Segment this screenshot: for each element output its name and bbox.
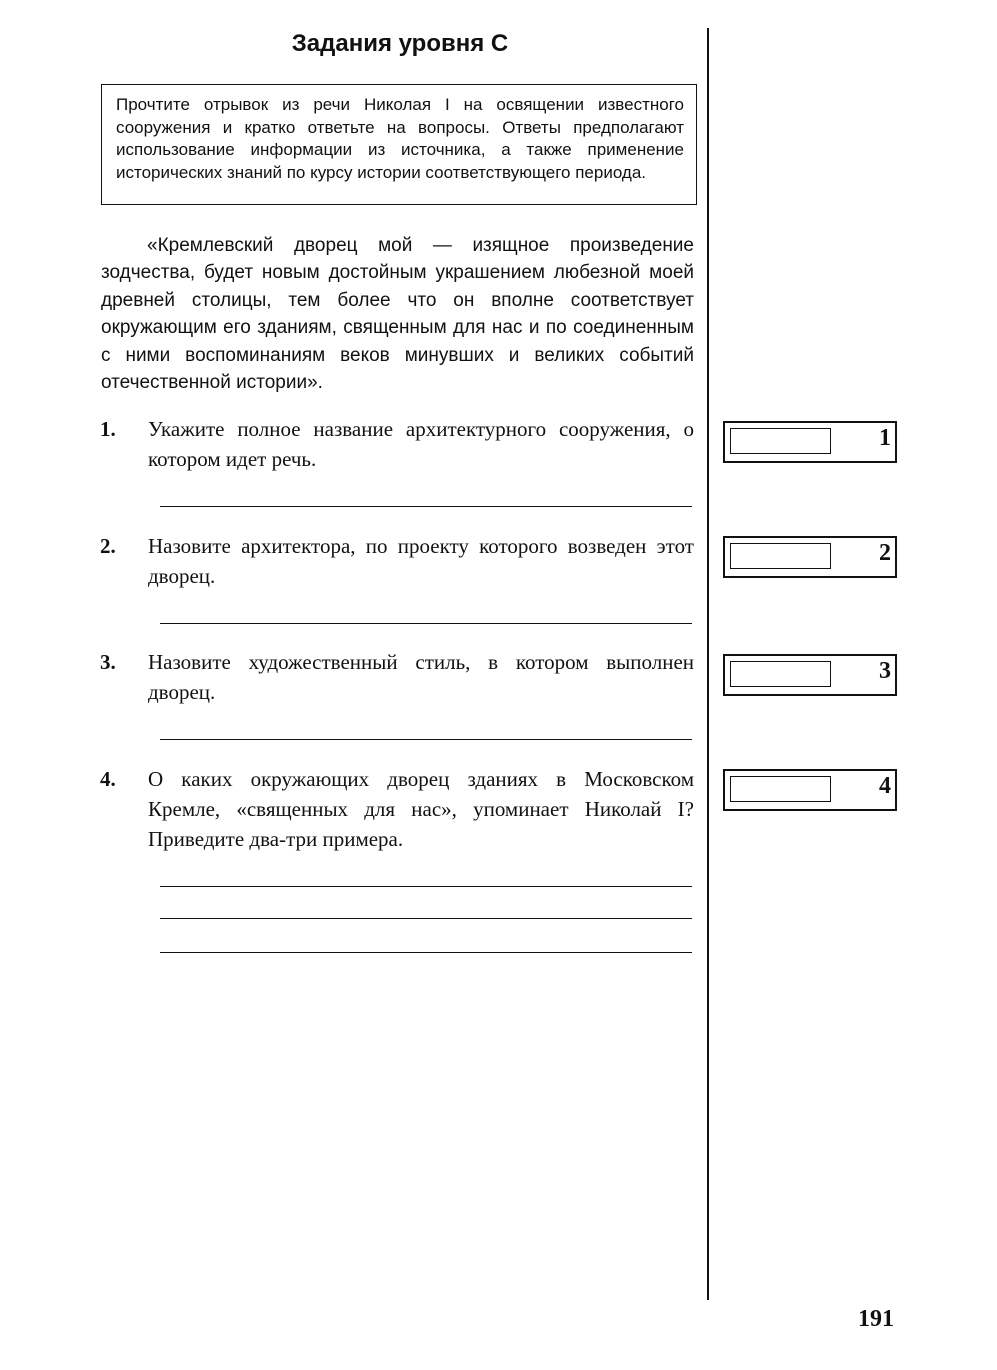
question-number: 3. (100, 650, 116, 674)
score-box-3 (723, 654, 897, 696)
margin-divider (707, 28, 709, 1300)
question-3 (100, 647, 694, 707)
score-label: 2 (879, 540, 891, 566)
question-number: 2. (100, 534, 116, 558)
score-field-1[interactable] (730, 428, 831, 454)
score-label: 3 (879, 658, 891, 684)
answer-line-1[interactable] (160, 506, 692, 507)
answer-line-4c[interactable] (160, 952, 692, 953)
page-number: 191 (858, 1306, 894, 1332)
score-field-2[interactable] (730, 543, 831, 569)
score-box-4 (723, 769, 897, 811)
source-quote: «Кремлевский дворец мой — изящное произведение зодчества, будет новым достойным украшением любезной моей древней столицы, тем более что он вполне соответствует окружающим его зданиям, священным для нас и по соединенным с ними воспоминаниям веков минувших и великих событий отечественной истории». (101, 235, 694, 394)
score-label: 1 (879, 425, 891, 451)
question-number: 4. (100, 767, 116, 791)
score-field-3[interactable] (730, 661, 831, 687)
answer-line-2[interactable] (160, 623, 692, 624)
answer-line-4b[interactable] (160, 918, 692, 919)
score-label: 4 (879, 773, 891, 799)
instruction-box: Прочтите отрывок из речи Николая I на освящении известного сооружения и кратко ответьте на вопросы. Ответы предполагают использование информации из источника, а также применение исторических знаний по курсу истории соответствующего периода. (101, 84, 697, 205)
page-title: Задания уровня С (291, 30, 509, 57)
question-1 (100, 414, 694, 474)
answer-line-3[interactable] (160, 739, 692, 740)
question-text: О каких окружающих дворец зданиях в Московском Кремле, «священных для нас», упоминает Николай I? Приведите два-три примера. (148, 767, 694, 851)
question-2 (100, 531, 694, 591)
question-4 (100, 764, 694, 854)
question-text: Укажите полное название архитектурного сооружения, о котором идет речь. (148, 417, 694, 471)
question-number: 1. (100, 417, 116, 441)
question-text: Назовите художественный стиль, в котором выполнен дворец. (148, 650, 694, 704)
score-box-1 (723, 421, 897, 463)
answer-line-4a[interactable] (160, 886, 692, 887)
score-box-2 (723, 536, 897, 578)
score-field-4[interactable] (730, 776, 831, 802)
question-text: Назовите архитектора, по проекту которого возведен этот дворец. (148, 534, 694, 588)
